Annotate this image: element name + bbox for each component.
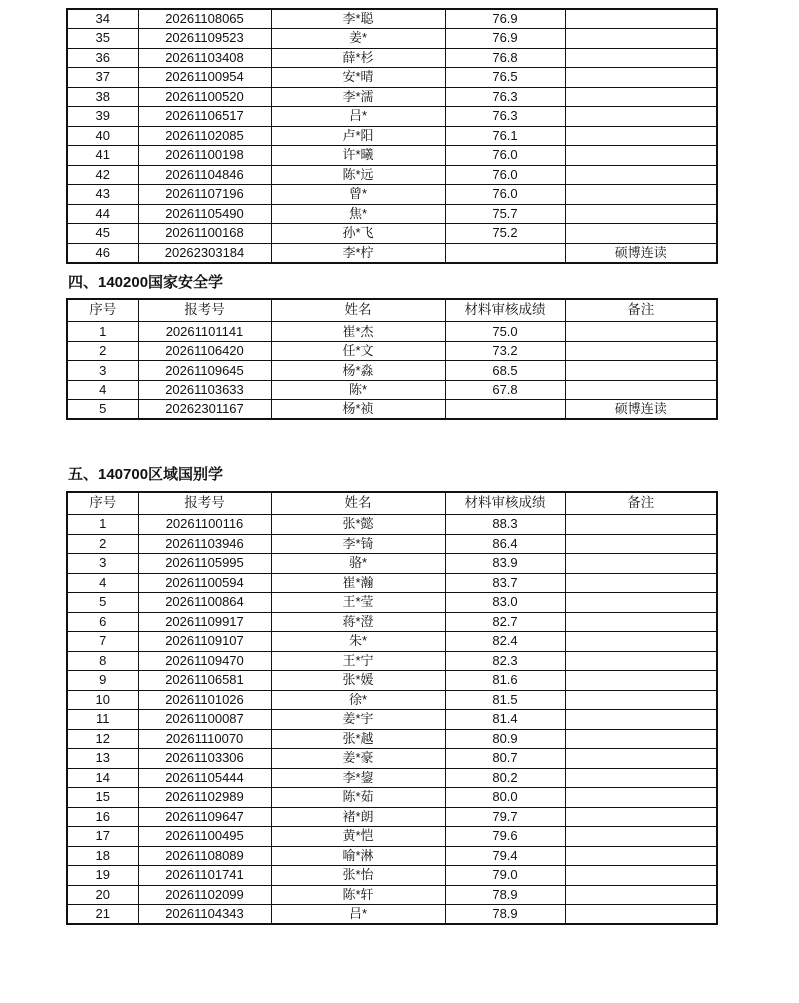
cell-no: 4 [67,573,138,593]
cell-name: 张*媛 [271,671,445,691]
cell-name: 黄*恺 [271,827,445,847]
cell-exam_no: 20261108089 [138,846,271,866]
cell-score: 76.3 [445,87,565,107]
table-body [67,322,717,420]
cell-remark: 硕博连读 [565,400,717,420]
cell-name: 陈* [271,380,445,400]
cell-no: 44 [67,204,138,224]
cell-no: 38 [67,87,138,107]
table-row [67,165,717,185]
cell-name: 陈*轩 [271,885,445,905]
cell-score: 76.8 [445,48,565,68]
cell-remark [565,87,717,107]
cell-remark [565,827,717,847]
column-header: 材料审核成绩 [445,492,565,515]
cell-name: 孙*飞 [271,224,445,244]
table-row [67,671,717,691]
cell-name: 杨*祯 [271,400,445,420]
column-header: 序号 [67,492,138,515]
column-header: 序号 [67,299,138,322]
cell-score: 75.7 [445,204,565,224]
cell-exam_no: 20261104343 [138,905,271,925]
cell-exam_no: 20261100954 [138,68,271,88]
cell-score: 80.0 [445,788,565,808]
cell-name: 崔*瀚 [271,573,445,593]
cell-exam_no: 20261109647 [138,807,271,827]
column-header: 备注 [565,299,717,322]
cell-exam_no: 20261106517 [138,107,271,127]
cell-exam_no: 20261100087 [138,710,271,730]
table-row [67,573,717,593]
cell-exam_no: 20261109917 [138,612,271,632]
cell-name: 李*锜 [271,534,445,554]
table-row [67,361,717,381]
cell-remark [565,165,717,185]
table-row [67,612,717,632]
cell-score: 76.9 [445,29,565,49]
cell-remark [565,690,717,710]
table-row [67,107,717,127]
cell-exam_no: 20261102099 [138,885,271,905]
cell-remark [565,788,717,808]
table-row [67,749,717,769]
cell-no: 2 [67,534,138,554]
cell-score: 78.9 [445,885,565,905]
column-header: 报考号 [138,299,271,322]
cell-remark [565,671,717,691]
table-row [67,29,717,49]
cell-remark [565,612,717,632]
cell-score: 79.7 [445,807,565,827]
cell-score: 75.2 [445,224,565,244]
cell-score: 88.3 [445,515,565,535]
cell-no: 37 [67,68,138,88]
cell-exam_no: 20261109523 [138,29,271,49]
cell-exam_no: 20261105490 [138,204,271,224]
cell-exam_no: 20261107196 [138,185,271,205]
cell-remark [565,9,717,29]
cell-exam_no: 20261101026 [138,690,271,710]
cell-exam_no: 20261100864 [138,593,271,613]
header-row [67,299,717,322]
table-row [67,515,717,535]
column-header: 备注 [565,492,717,515]
cell-exam_no: 20261110070 [138,729,271,749]
cell-no: 10 [67,690,138,710]
cell-exam_no: 20261102989 [138,788,271,808]
table-row [67,651,717,671]
cell-name: 焦* [271,204,445,224]
cell-remark [565,573,717,593]
cell-no: 19 [67,866,138,886]
cell-score: 68.5 [445,361,565,381]
cell-no: 5 [67,400,138,420]
cell-score: 80.2 [445,768,565,788]
cell-remark [565,68,717,88]
section-title-national-security: 四、140200国家安全学 [68,273,224,291]
cell-remark [565,29,717,49]
cell-no: 13 [67,749,138,769]
cell-remark [565,905,717,925]
cell-name: 李*聪 [271,9,445,29]
cell-name: 安*晴 [271,68,445,88]
cell-name: 朱* [271,632,445,652]
cell-no: 6 [67,612,138,632]
table-row [67,126,717,146]
cell-exam_no: 20261104846 [138,165,271,185]
cell-name: 褚*朗 [271,807,445,827]
cell-no: 4 [67,380,138,400]
cell-remark [565,749,717,769]
cell-name: 卢*阳 [271,126,445,146]
cell-remark [565,361,717,381]
cell-remark [565,380,717,400]
cell-exam_no: 20261109645 [138,361,271,381]
cell-remark [565,729,717,749]
cell-name: 蒋*澄 [271,612,445,632]
cell-name: 张*怡 [271,866,445,886]
cell-no: 41 [67,146,138,166]
cell-remark [565,204,717,224]
cell-name: 陈*远 [271,165,445,185]
cell-no: 46 [67,243,138,263]
cell-remark [565,48,717,68]
table-row [67,243,717,263]
table-head [67,492,717,515]
cell-remark [565,146,717,166]
cell-remark [565,807,717,827]
cell-no: 35 [67,29,138,49]
cell-remark [565,224,717,244]
cell-no: 40 [67,126,138,146]
cell-name: 姜*豪 [271,749,445,769]
cell-name: 薛*杉 [271,48,445,68]
cell-exam_no: 20261106420 [138,341,271,361]
cell-name: 吕* [271,905,445,925]
cell-remark [565,885,717,905]
cell-exam_no: 20261103408 [138,48,271,68]
score-table-continued [66,8,718,264]
header-row [67,492,717,515]
cell-name: 骆* [271,554,445,574]
cell-score: 82.7 [445,612,565,632]
cell-no: 17 [67,827,138,847]
cell-exam_no: 20261103633 [138,380,271,400]
cell-no: 42 [67,165,138,185]
cell-name: 喻*淋 [271,846,445,866]
cell-exam_no: 20261100198 [138,146,271,166]
cell-no: 20 [67,885,138,905]
cell-score: 79.0 [445,866,565,886]
cell-no: 1 [67,515,138,535]
section-title-regional-studies: 五、140700区域国别学 [68,466,224,484]
cell-name: 张*懿 [271,515,445,535]
column-header: 姓名 [271,492,445,515]
section-national-security [66,274,799,421]
cell-name: 崔*杰 [271,322,445,342]
cell-no: 18 [67,846,138,866]
cell-score: 83.7 [445,573,565,593]
cell-no: 8 [67,651,138,671]
cell-score: 76.0 [445,165,565,185]
cell-score: 82.4 [445,632,565,652]
cell-no: 16 [67,807,138,827]
cell-remark [565,651,717,671]
cell-score [445,243,565,263]
cell-no: 39 [67,107,138,127]
cell-exam_no: 20261100594 [138,573,271,593]
cell-name: 杨*淼 [271,361,445,381]
cell-remark [565,846,717,866]
score-table-regional-studies [66,491,718,926]
cell-remark [565,593,717,613]
cell-exam_no: 20261100495 [138,827,271,847]
section-continued [66,8,799,264]
cell-exam_no: 20261100168 [138,224,271,244]
cell-exam_no: 20261109470 [138,651,271,671]
cell-score: 67.8 [445,380,565,400]
cell-exam_no: 20262301167 [138,400,271,420]
table-row [67,827,717,847]
cell-score: 76.0 [445,146,565,166]
cell-remark [565,515,717,535]
cell-exam_no: 20261109107 [138,632,271,652]
cell-score: 76.5 [445,68,565,88]
cell-exam_no: 20261101741 [138,866,271,886]
table-row [67,866,717,886]
cell-score: 76.3 [445,107,565,127]
cell-score: 73.2 [445,341,565,361]
cell-exam_no: 20262303184 [138,243,271,263]
cell-remark: 硕博连读 [565,243,717,263]
cell-score: 76.1 [445,126,565,146]
cell-no: 3 [67,554,138,574]
cell-score: 79.6 [445,827,565,847]
cell-remark [565,554,717,574]
cell-name: 王*宁 [271,651,445,671]
cell-name: 李*柠 [271,243,445,263]
cell-name: 李*鋆 [271,768,445,788]
cell-score: 80.9 [445,729,565,749]
cell-remark [565,341,717,361]
column-header: 报考号 [138,492,271,515]
cell-remark [565,107,717,127]
cell-name: 许*曦 [271,146,445,166]
table-row [67,905,717,925]
table-row [67,788,717,808]
table-row [67,807,717,827]
table-row [67,729,717,749]
cell-score: 83.9 [445,554,565,574]
cell-no: 34 [67,9,138,29]
table-body [67,515,717,925]
cell-no: 7 [67,632,138,652]
cell-name: 张*越 [271,729,445,749]
cell-no: 43 [67,185,138,205]
table-body [67,9,717,263]
table-row [67,87,717,107]
cell-score: 81.6 [445,671,565,691]
table-row [67,146,717,166]
cell-remark [565,632,717,652]
cell-exam_no: 20261105444 [138,768,271,788]
section-regional-studies [66,466,799,925]
cell-remark [565,126,717,146]
column-header: 姓名 [271,299,445,322]
cell-score: 81.5 [445,690,565,710]
cell-no: 15 [67,788,138,808]
table-row [67,68,717,88]
cell-exam_no: 20261100116 [138,515,271,535]
cell-name: 曾* [271,185,445,205]
cell-no: 1 [67,322,138,342]
cell-score: 83.0 [445,593,565,613]
cell-score: 80.7 [445,749,565,769]
table-row [67,48,717,68]
cell-no: 21 [67,905,138,925]
cell-exam_no: 20261108065 [138,9,271,29]
cell-no: 14 [67,768,138,788]
table-head [67,299,717,322]
cell-exam_no: 20261101141 [138,322,271,342]
cell-no: 36 [67,48,138,68]
cell-exam_no: 20261105995 [138,554,271,574]
column-header: 材料审核成绩 [445,299,565,322]
table-row [67,710,717,730]
cell-no: 12 [67,729,138,749]
cell-remark [565,322,717,342]
cell-exam_no: 20261100520 [138,87,271,107]
table-row [67,341,717,361]
table-row [67,322,717,342]
cell-score: 86.4 [445,534,565,554]
table-row [67,400,717,420]
table-row [67,593,717,613]
table-row [67,885,717,905]
cell-name: 姜*宇 [271,710,445,730]
cell-score: 79.4 [445,846,565,866]
cell-exam_no: 20261103946 [138,534,271,554]
table-row [67,768,717,788]
table-row [67,380,717,400]
cell-score: 82.3 [445,651,565,671]
cell-score: 75.0 [445,322,565,342]
cell-name: 王*莹 [271,593,445,613]
table-row [67,9,717,29]
cell-exam_no: 20261106581 [138,671,271,691]
cell-exam_no: 20261102085 [138,126,271,146]
cell-score: 81.4 [445,710,565,730]
table-row [67,632,717,652]
score-table-national-security [66,298,718,421]
cell-remark [565,866,717,886]
table-row [67,846,717,866]
cell-score: 76.0 [445,185,565,205]
cell-no: 9 [67,671,138,691]
table-row [67,534,717,554]
cell-no: 3 [67,361,138,381]
cell-no: 2 [67,341,138,361]
cell-no: 5 [67,593,138,613]
table-row [67,204,717,224]
cell-remark [565,768,717,788]
cell-remark [565,185,717,205]
cell-name: 吕* [271,107,445,127]
cell-score: 78.9 [445,905,565,925]
cell-score [445,400,565,420]
cell-name: 徐* [271,690,445,710]
cell-exam_no: 20261103306 [138,749,271,769]
table-row [67,690,717,710]
cell-remark [565,710,717,730]
cell-name: 任*文 [271,341,445,361]
cell-no: 45 [67,224,138,244]
cell-name: 陈*茹 [271,788,445,808]
table-row [67,185,717,205]
cell-name: 姜* [271,29,445,49]
table-row [67,554,717,574]
cell-score: 76.9 [445,9,565,29]
cell-remark [565,534,717,554]
table-row [67,224,717,244]
cell-name: 李*濡 [271,87,445,107]
cell-no: 11 [67,710,138,730]
